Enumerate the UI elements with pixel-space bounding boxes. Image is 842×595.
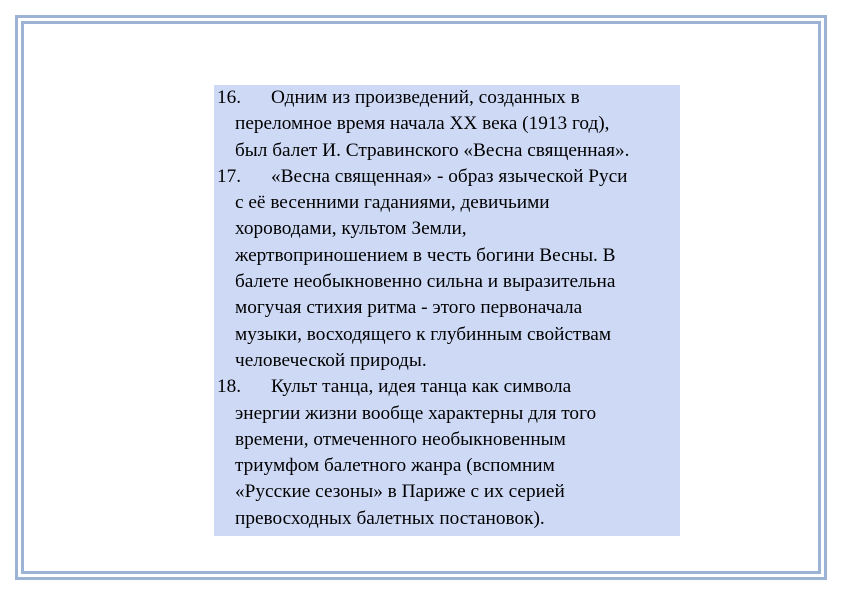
- item-line: «Весна священная» - образ языческой Руси: [271, 165, 628, 187]
- item-number: 17.: [217, 165, 242, 187]
- list-item-18: [214, 374, 680, 532]
- item-line: был балет И. Стравинского «Весна священная».: [235, 139, 630, 161]
- item-line: времени, отмеченного необыкновенным: [235, 428, 566, 450]
- item-line: балете необыкновенно сильна и выразительна: [235, 271, 616, 293]
- item-line: человеческой природы.: [235, 349, 427, 371]
- item-number: 18.: [217, 376, 242, 398]
- list-item-17: [214, 164, 680, 374]
- item-line: Одним из произведений, созданных в: [271, 87, 580, 108]
- item-line: превосходных балетных постановок).: [235, 507, 545, 529]
- item-number: 16.: [217, 87, 242, 108]
- item-line: триумфом балетного жанра (вспомним: [235, 455, 555, 477]
- text-box: [214, 85, 680, 536]
- item-line: хороводами, культом Земли,: [235, 218, 467, 240]
- item-line: с её весенними гаданиями, девичьими: [235, 192, 550, 214]
- item-line: жертвоприношением в честь богини Весны. В: [235, 244, 616, 266]
- item-line: Культ танца, идея танца как символа: [271, 376, 572, 398]
- item-line: могучая стихия ритма - этого первоначала: [235, 297, 583, 319]
- item-line: переломное время начала ХХ века (1913 год),: [235, 113, 610, 135]
- item-line: музыки, восходящего к глубинным свойствам: [235, 323, 612, 345]
- item-line: «Русские сезоны» в Париже с их серией: [235, 481, 565, 503]
- item-line: энергии жизни вообще характерны для того: [235, 402, 597, 424]
- list-item-16: [214, 85, 680, 164]
